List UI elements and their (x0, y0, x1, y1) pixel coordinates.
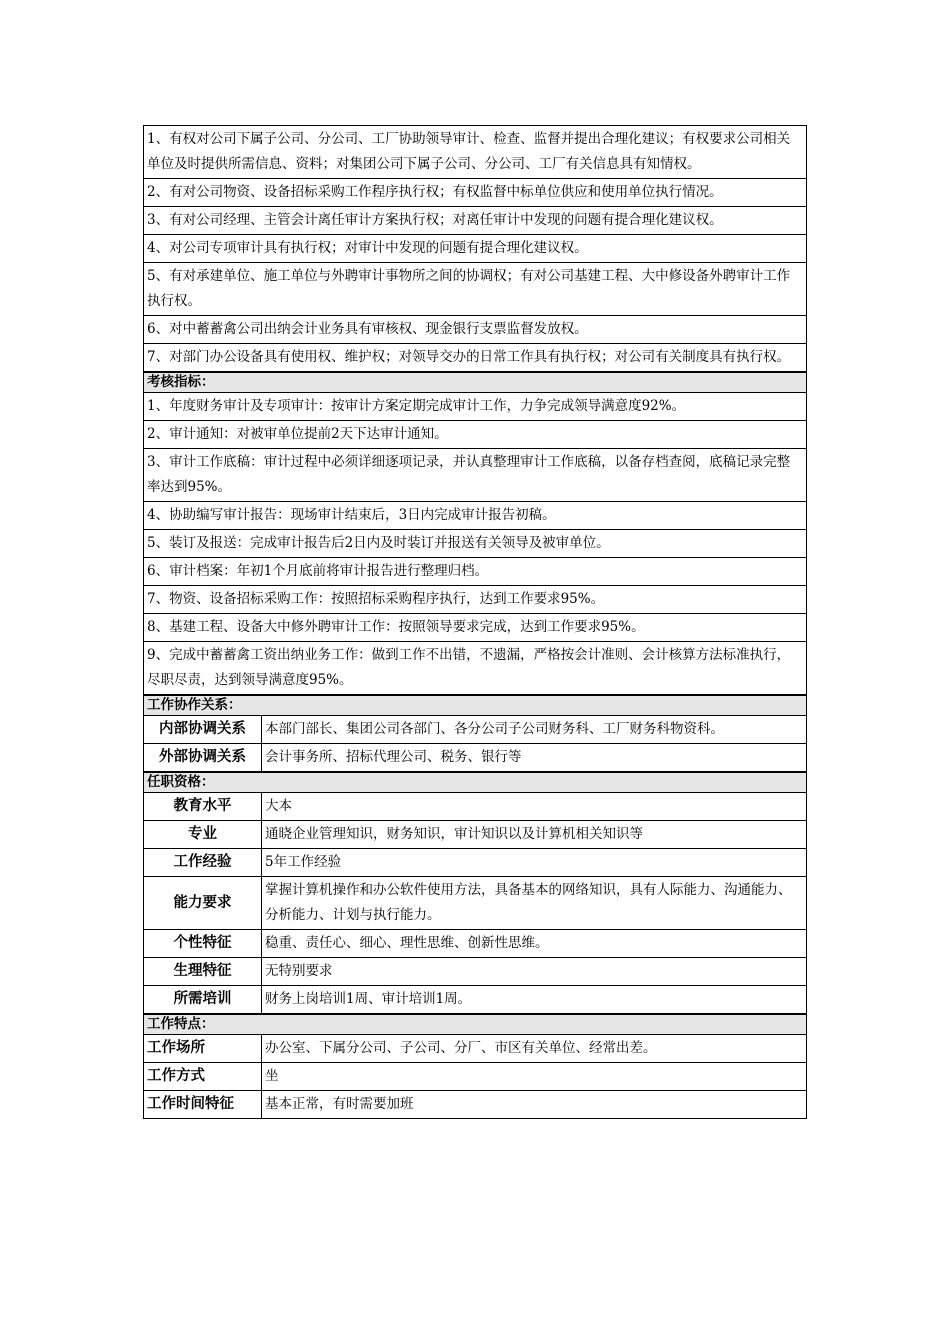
external-coordination-label: 外部协调关系 (144, 744, 262, 773)
kpi-item: 7、物资、设备招标采购工作：按照招标采购程序执行，达到工作要求95%。 (144, 586, 807, 614)
work-time-value: 基本正常，有时需要加班 (262, 1091, 807, 1119)
rights-row (144, 263, 807, 316)
kpi-item: 1、年度财务审计及专项审计：按审计方案定期完成审计工作，力争完成领导满意度92%。 (144, 393, 807, 421)
rights-item: 5、有对承建单位、施工单位与外聘审计事物所之间的协调权；有对公司基建工程、大中修设备外聘审计工作执行权。 (144, 263, 807, 316)
rights-item: 2、有对公司物资、设备招标采购工作程序执行权；有权监督中标单位供应和使用单位执行情况。 (144, 179, 807, 207)
training-value: 财务上岗培训1周、审计培训1周。 (262, 986, 807, 1015)
physical-value: 无特别要求 (262, 958, 807, 986)
rights-item: 3、有对公司经理、主管会计离任审计方案执行权；对离任审计中发现的问题有提合理化建议权。 (144, 207, 807, 235)
kpi-item: 8、基建工程、设备大中修外聘审计工作：按照领导要求完成，达到工作要求95%。 (144, 614, 807, 642)
ability-value: 掌握计算机操作和办公软件使用方法，具备基本的网络知识，具有人际能力、沟通能力、分析能力、计划与执行能力。 (262, 877, 807, 930)
rights-row (144, 179, 807, 207)
physical-label: 生理特征 (144, 958, 262, 986)
workplace-label: 工作场所 (144, 1035, 262, 1063)
training-label: 所需培训 (144, 986, 262, 1015)
major-label: 专业 (144, 821, 262, 849)
rights-row (144, 316, 807, 344)
personality-label: 个性特征 (144, 930, 262, 958)
work-time-label: 工作时间特征 (144, 1091, 262, 1119)
kpi-item: 9、完成中蓄蓄禽工资出纳业务工作：做到工作不出错，不遗漏，严格按会计准则、会计核算方法标准执行，尽职尽责，达到领导满意度95%。 (144, 642, 807, 696)
ability-label: 能力要求 (144, 877, 262, 930)
qualification-heading: 任职资格： (144, 772, 807, 793)
work-mode-value: 坐 (262, 1063, 807, 1091)
features-heading: 工作特点： (144, 1014, 807, 1035)
rights-item: 4、对公司专项审计具有执行权；对审计中发现的问题有提合理化建议权。 (144, 235, 807, 263)
cooperation-heading: 工作协作关系： (144, 695, 807, 716)
work-mode-label: 工作方式 (144, 1063, 262, 1091)
experience-value: 5年工作经验 (262, 849, 807, 877)
kpi-item: 4、协助编写审计报告：现场审计结束后，3日内完成审计报告初稿。 (144, 502, 807, 530)
external-coordination-value: 会计事务所、招标代理公司、税务、银行等 (262, 744, 807, 773)
rights-row (144, 207, 807, 235)
rights-item: 7、对部门办公设备具有使用权、维护权；对领导交办的日常工作具有执行权；对公司有关制度具有执行权。 (144, 344, 807, 373)
rights-row (144, 344, 807, 373)
job-description-table (143, 125, 807, 1119)
rights-item: 6、对中蓄蓄禽公司出纳会计业务具有审核权、现金银行支票监督发放权。 (144, 316, 807, 344)
kpi-item: 6、审计档案：年初1个月底前将审计报告进行整理归档。 (144, 558, 807, 586)
kpi-item: 2、审计通知：对被审单位提前2天下达审计通知。 (144, 421, 807, 449)
major-value: 通晓企业管理知识，财务知识，审计知识以及计算机相关知识等 (262, 821, 807, 849)
internal-coordination-label: 内部协调关系 (144, 716, 262, 744)
internal-coordination-value: 本部门部长、集团公司各部门、各分公司子公司财务科、工厂财务科物资科。 (262, 716, 807, 744)
workplace-value: 办公室、下属分公司、子公司、分厂、市区有关单位、经常出差。 (262, 1035, 807, 1063)
rights-item: 1、有权对公司下属子公司、分公司、工厂协助领导审计、检查、监督并提出合理化建议；有权要求公司相关单位及时提供所需信息、资料；对集团公司下属子公司、分公司、工厂有关信息具有知情权。 (144, 126, 807, 179)
rights-row (144, 235, 807, 263)
education-label: 教育水平 (144, 793, 262, 821)
kpi-heading: 考核指标： (144, 372, 807, 393)
rights-row (144, 126, 807, 179)
experience-label: 工作经验 (144, 849, 262, 877)
personality-value: 稳重、责任心、细心、理性思维、创新性思维。 (262, 930, 807, 958)
kpi-item: 5、装订及报送：完成审计报告后2日内及时装订并报送有关领导及被审单位。 (144, 530, 807, 558)
kpi-item: 3、审计工作底稿：审计过程中必须详细逐项记录，并认真整理审计工作底稿，以备存档查阅，底稿记录完整率达到95%。 (144, 449, 807, 502)
education-value: 大本 (262, 793, 807, 821)
